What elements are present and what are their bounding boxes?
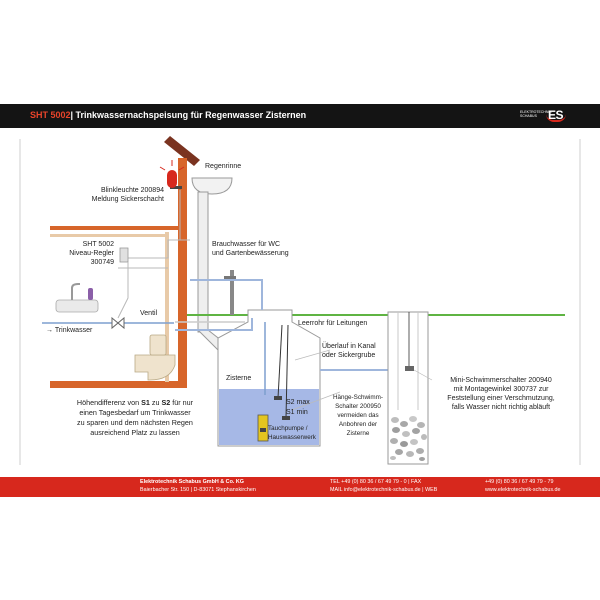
footer-company: Elektrotechnik Schabus GmbH & Co. KG	[140, 479, 244, 485]
label-sht-line3: 300749	[90, 259, 114, 266]
soap-bottle	[88, 288, 93, 300]
label-haenge-line5: Zisterne	[346, 430, 370, 437]
label-trinkwasser-text: Trinkwasser	[54, 327, 93, 334]
beacon-light	[167, 170, 177, 188]
label-hoehen-line4: ausreichend Platz zu lassen	[90, 428, 180, 437]
label-s2max: S2 max	[286, 399, 310, 406]
label-hoehendifferenz	[60, 398, 210, 438]
label-mini-line4: falls Wasser nicht richtig abläuft	[451, 404, 551, 411]
logo-initials: ES	[548, 108, 564, 122]
hoehen-post: für nur	[170, 398, 194, 407]
label-trinkwasser: → Trinkwasser	[46, 327, 93, 334]
footer-mail[interactable]: MAIL info@elektrotechnik-schabus.de | WEB	[330, 487, 438, 493]
footer-tel[interactable]: TEL +49 (0) 80 36 / 67 49 79 - 0 | FAX	[330, 479, 422, 485]
label-pumpe-line1: Tauchpumpe /	[268, 425, 308, 432]
label-haenge-line4: Anbohren der	[338, 421, 378, 428]
pump-detail	[260, 428, 266, 432]
sink	[56, 300, 98, 312]
label-haenge-line3: vermeiden das	[337, 412, 379, 419]
toilet-tank	[150, 335, 166, 355]
house-wall-outer	[178, 158, 187, 388]
label-sht-line2: Niveau-Regler	[69, 250, 114, 257]
footer-web[interactable]: www.elektrotechnik-schabus.de	[485, 487, 561, 493]
level-controller-box	[120, 248, 128, 262]
label-pumpe	[268, 424, 316, 442]
title-text: | Trinkwassernachspeisung für Regenwasser Zisternen	[70, 110, 307, 120]
label-ueberlauf	[322, 342, 376, 360]
label-haenge-schwimmschalter	[326, 393, 390, 438]
beacon-ray-1	[160, 167, 165, 170]
label-hoehen-line2: einen Tagesbedarf um Trinkwasser	[79, 408, 191, 417]
label-brauchwasser-line2: und Gartenbewässerung	[212, 250, 289, 257]
label-pumpe-line2: Hauswasserwerk	[268, 434, 316, 441]
mini-float-switch	[405, 366, 414, 371]
label-blinkleuchte-line2: Meldung Sickerschacht	[91, 196, 164, 203]
label-brauchwasser	[212, 240, 289, 258]
label-sht-line1: SHT 5002	[82, 241, 114, 248]
downpipe	[198, 192, 208, 332]
label-brauchwasser-line1: Brauchwasser für WC	[212, 241, 281, 248]
house-floor-top	[50, 226, 178, 230]
house-ceiling-inner	[50, 234, 169, 237]
label-ventil: Ventil	[140, 310, 158, 317]
label-haenge-line2: Schalter 200950	[335, 403, 381, 410]
house-floor-bottom	[50, 381, 187, 388]
label-haenge-line1: Hänge-Schwimm-	[332, 394, 384, 401]
hoehen-s2: S2	[161, 398, 171, 407]
hoehen-s1: S1	[141, 398, 150, 407]
label-leerrohr: Leerrohr für Leitungen	[298, 320, 368, 327]
label-s1min: S1 min	[286, 409, 308, 416]
label-mini-schwimmerschalter	[428, 376, 574, 412]
hoehen-pre: Höhendifferenz von	[76, 398, 142, 407]
valve-icon	[112, 318, 124, 328]
valve-wire	[118, 262, 128, 318]
label-hoehen-line1	[60, 398, 210, 408]
label-regenrinne: Regenrinne	[205, 163, 242, 170]
footer-address: Baierbacher Str. 150 | D-83071 Stephanskirchen	[140, 487, 256, 493]
float-switch-s2	[274, 396, 282, 400]
label-ueberlauf-line2: oder Sickergrube	[322, 352, 376, 359]
label-sht	[40, 240, 114, 267]
sink-faucet	[72, 284, 80, 300]
product-code: SHT 5002	[30, 110, 71, 120]
label-hoehen-line3: zu sparen und dem nächsten Regen	[77, 418, 193, 427]
label-mini-line3: Feststellung einer Verschmutzung,	[447, 395, 555, 402]
label-ueberlauf-line1: Überlauf in Kanal	[322, 343, 376, 350]
label-blinkleuchte-line1: Blinkleuchte 200894	[100, 187, 164, 194]
hoehen-mid: zu	[149, 398, 162, 407]
label-zisterne: Zisterne	[226, 375, 252, 382]
label-mini-line1: Mini-Schwimmerschalter 200940	[450, 377, 552, 384]
footer-fax: +49 (0) 80 36 / 67 49 79 - 79	[485, 479, 554, 485]
label-mini-line2: mit Montagewinkel 300737 zur	[453, 386, 549, 393]
label-blinkleuchte	[60, 186, 164, 204]
logo-small-text: ELEKTROTECHNIK SCHABUS	[520, 110, 552, 118]
